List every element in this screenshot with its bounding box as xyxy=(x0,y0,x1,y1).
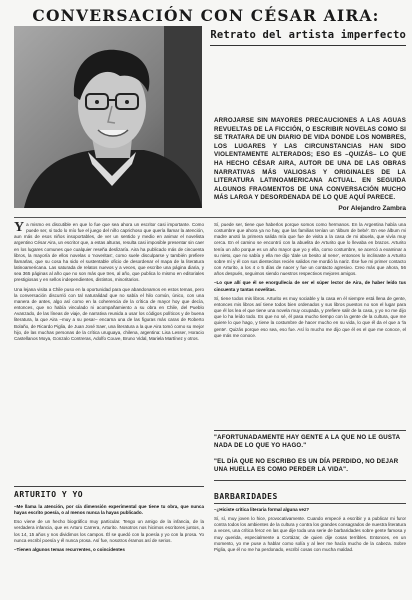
left-column xyxy=(14,222,204,345)
answer-1: Eso viene de un hecho biográfico muy particular. Tengo un amigo de la infancia, de la verdadera infancia, que es Arturo Carrera, Arturito. Nosotros nos hicimos escritores juntos, a los 14, 15 años y nos dividimos los campos. Él se quedó con la poesía y yo con la prosa. Yo nunca escribí poesía y él nunca prosa. Así fue, nosotros éramos así de serios. xyxy=(14,519,204,543)
right-interview xyxy=(214,507,406,556)
top-divider xyxy=(14,217,406,218)
left-interview xyxy=(14,504,204,556)
section-title-arturito: ARTURITO Y YO xyxy=(14,490,84,499)
question-3: –Lo que allí que él se enorgullecía de ser el súper lector de Aira, de haber leído tus cincuenta y tantas novelitas. xyxy=(214,280,406,292)
intro-paragraph-1: Ya mismo es discutible en que lo fue que sea ahora un escritor casi importante. Como puede ser, si todo lo mío fue el juego del niño caprichoso que quería llamar la atención, aun más de esos niños insoportables, de ver un sentido y medio en animar el novelista argentino César Aira, un escritor que, a estas alturas, resulta casi imposible presentar sin caer en los lugares comunes que cualquier reseña deslizaría. Aira ha publicado más de cincuenta libros, la mayoría de ellos novelas o 'noveritas', como suele disculparse y también prefiere llamarlas, que su cosa ha sido el sustentable oficio de desordenar el mapa de la literatura latinoamericana. Las saturada de relatos nuevos y a veces, que escribe una página diaria, y sea 365 páginas al año que no son más que tres, al año, que publica lo mismo en editoriales prestigiosas y en sellos independientes, distintos, minoritarios. xyxy=(14,220,204,283)
right-column xyxy=(214,222,406,342)
subtitle: Retrato del artista imperfecto xyxy=(210,29,406,41)
left-section-rule xyxy=(14,486,204,487)
headline: CONVERSACIÓN CON CÉSAR AIRA: xyxy=(32,6,380,25)
author-photo xyxy=(14,26,202,208)
portrait-image xyxy=(14,26,202,208)
section-title-barbaridades: BARBARIDADES xyxy=(214,492,278,501)
pullquote-rule-bottom xyxy=(214,480,406,481)
intro-paragraph-2: Una lejana visita a Chile puso en la oportunidad para que abandonamos en estos temas, pero la conversación discurrió con tal naturalidad que no sabía el hilo común, único, con una manera de antes, algo así como en la coherencia de la crítica de mayor hoy que decía, entonces, que no había vinculado ni acompañamiento a su obra en Chile, del Pueblo Avanzado, de las líneas de viaje, de narrativa reunida a usar los códigos políticos y de buena literatura, la que Aira –muy a su pesar– encarna una de las figuras más caras de Roberto Bolaño, de Ricardo Piglia, de Juan José Saer, una literatura a la que Aira tomó como su mejor hijo, de las muchas personas de la crítica uruguaya, chilena, argentina: Lisa Lesser, Horacio Castellanos Moya, Gonzalo Contreras, Adolfo Couve, Bruno Vidal, Mariela Martínez y otros. xyxy=(14,286,204,341)
pullquote-rule-top xyxy=(214,430,406,431)
drop-cap: Y xyxy=(14,220,25,235)
right-paragraph-1: Sí, puede ser, tiene que haberlos porque somos como hermanos. En la Argentina había una costumbre que ahora ya no hay, que las familias tenían un 'álbum de bebé'. En ese álbum mi madre anotó la primera salida mía que fue de visita a la casa de mi abuela, que vivía muy cerca. En el camino se encontró con la abuelita de Arturito que lo llevaba en brazos. Arturito tenía un año porque es un año mayor que yo y ella, como costumbre, se acercó a examinar a su nieto, que no sabía y ella me dijo 'dale un besito al nene', entonces lo inclinaste a Arturito sobre mí y él con sus dientecitos recién salidos me mordió la nariz. Ése fue mi primer contacto con Arturito, a los 4 o 5 días de nacer y fue un contacto agresivo. Creo más que ahora, 56 años después, seguimos siendo nuestros respectivos mejores amigos. xyxy=(214,222,406,277)
pullquote-1: "AFORTUNADAMENTE HAY GENTE A LA QUE NO LE GUSTA NADA DE LO QUE YO HAGO." xyxy=(214,434,400,450)
subtitle-rule xyxy=(210,45,406,46)
lead-paragraph: ARROJARSE SIN MAYORES PRECAUCIONES A LAS AGUAS REVUELTAS DE LA FICCIÓN, O ESCRIBIR NOVELAS COMO SI SE TRATARA DE UN DIARIO DE VIDA DONDE LOS NOMBRES, LOS LUGARES Y LAS CIRCUNSTANCIAS HAN SIDO VIOLENTAMENTE ALTERADOS; ESO ES –QUIZÁS– LO QUE HA HECHO CÉSAR AIRA, AUTOR DE UNA DE LAS OBRAS NARRATIVAS MÁS VALIOSAS Y ORIGINALES DE LA LITERATURA LATINOAMERICANA ACTUAL. EN SEGUIDA ALGUNOS FRAGMENTOS DE UNA CONVERSACIÓN MUCHO MÁS LARGA Y DESORDENADA DE LO QUE AQUÍ PARECE. xyxy=(214,117,406,202)
answer-3: Sí, tiene todos mis libros. Arturito es muy sociable y la casa en él siempre está llena de gente, entonces mis libros así tiene todos bien ordenados y sus libros puestos no son el lugar para que él los lea el que tiene una novela muy ocupada, y prefiere salir de la casa, y yo no me dijo que lo ha leído todo. Es que no sé, él pasa mucho tiempo con la gente de la cultura, que me quiere lo que hago, y tiene la costumbre de hacer mucho en su vida, lo que él da el que a 'la gente'. Quizás porque eso sea, eso fue. Así lo mucho me dijo que él es el que me conoce, el que más me conoce. xyxy=(214,295,406,338)
barbaridades-rule xyxy=(214,503,406,504)
question-4: –¿Hiciste crítica literaria formal alguna vez? xyxy=(214,507,310,512)
question-1: –Me llama la atención, por cía dimensión experimental que tiene tu obra, que nunca hayas escrito poesía, o al menos nunca la hayas publicado. xyxy=(14,504,204,516)
pullquote-2: "EL DÍA QUE NO ESCRIBO ES UN DÍA PERDIDO, NO DEJAR UNA HUELLA ES COMO PERDER LA VIDA". xyxy=(214,458,399,474)
question-2: –Tienen algunos temas recurrentes, o coincidentes xyxy=(14,546,125,552)
answer-4: Sí, sí, muy joven lo hice, provocativamente. Cuando empecé a escribir y a publicar mi furor contra todos los ambientes de la cultura y contra los grandes consagrados de nuestra literatura a veces, una crítica feroz en las que dije toda una serie de barbaridades sobre gente famosa y muy querida, especialmente a Cortázar, de quien dije cosas terribles. Entonces, en un momento, yo me puse a hablar como solía y al leer me hacía mucho de la cabeza. Sobre Piglia, que él no me ha perdonado, escribí cosas con mucha maldad. xyxy=(214,516,406,552)
byline: Por Alejandro Zambra xyxy=(338,205,406,212)
